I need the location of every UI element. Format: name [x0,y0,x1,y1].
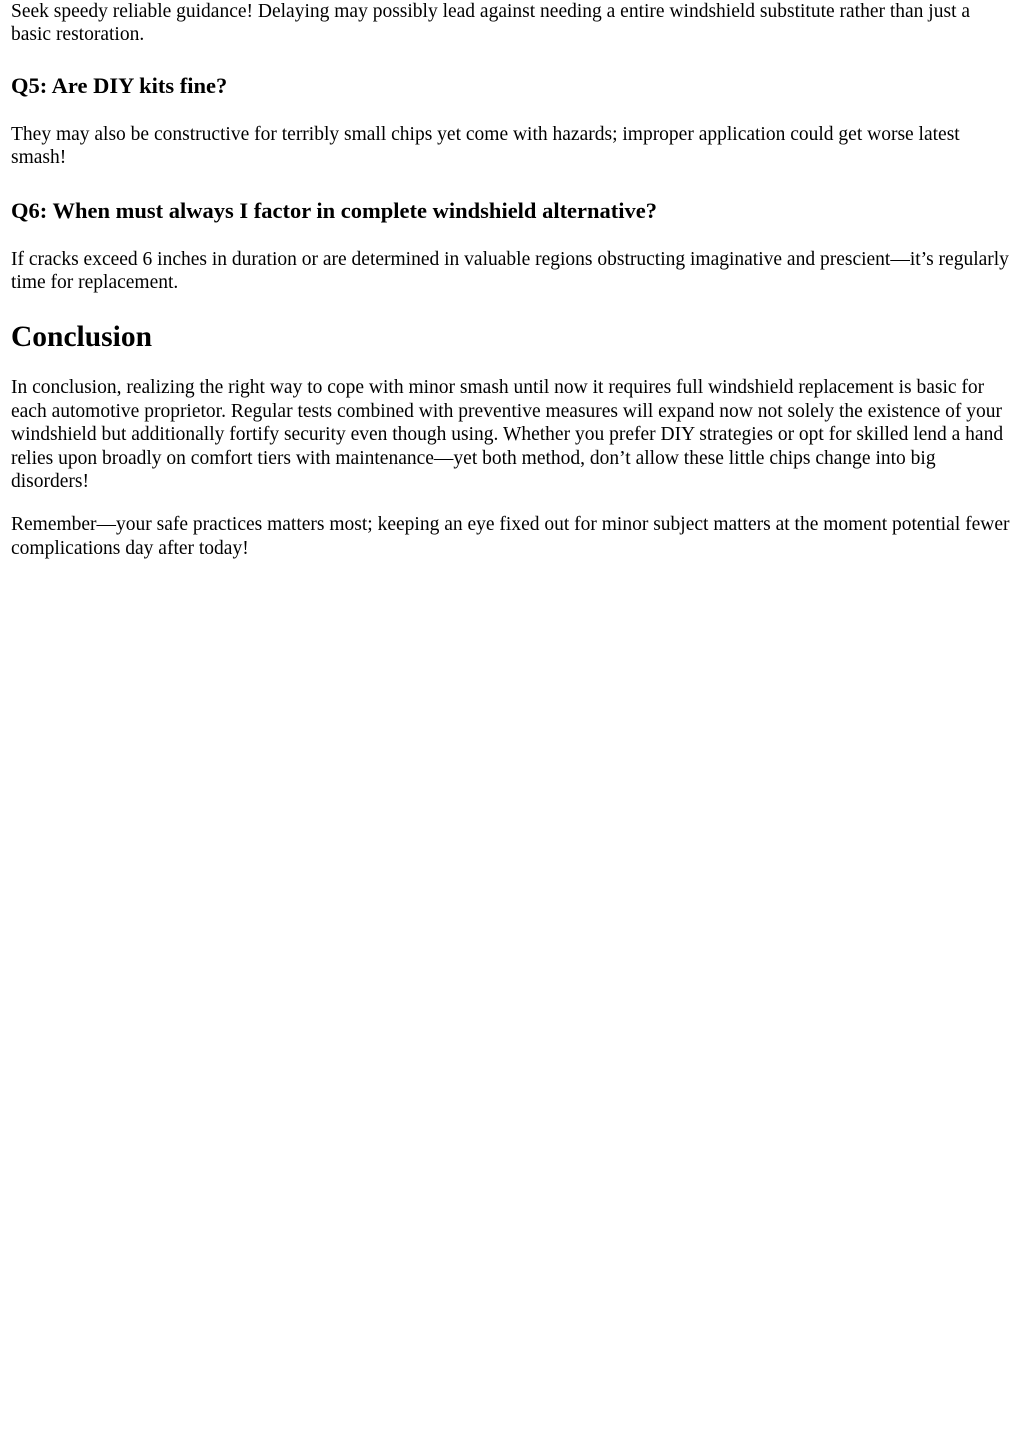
faq-answer-q6: If cracks exceed 6 inches in duration or are determined in valuable regions obstructing imaginative and prescient—it’s regularly time for replacement. [11,248,1009,294]
faq-question-q5: Q5: Are DIY kits fine? [11,72,228,98]
conclusion-paragraph: In conclusion, realizing the right way to cope with minor smash until now it requires full windshield replacement is basic for each automotive proprietor. Regular tests combined with preventive measures will expand now not solely the existence of your windshield but additionally fortify security even though using. Whether you prefer DIY strategies or opt for skilled lend a hand relies upon broadly on comfort tiers with maintenance—yet both method, don’t allow these little chips change into big disorders! [11,377,1004,493]
remember-paragraph: Remember—your safe practices matters most; keeping an eye fixed out for minor subject matters at the moment potential fewer complications day after today! [11,514,1010,559]
faq-question-q6: Q6: When must always I factor in complete windshield alternative? [11,197,658,223]
conclusion-heading: Conclusion [11,321,152,354]
faq-answer-q5: They may also be constructive for terribly small chips yet come with hazards; improper application could get worse latest smash! [11,123,960,169]
intro-paragraph: Seek speedy reliable guidance! Delaying may possibly lead against needing a entire windshield substitute rather than just a basic restoration. [11,1,971,46]
article-content [0,0,1024,560]
